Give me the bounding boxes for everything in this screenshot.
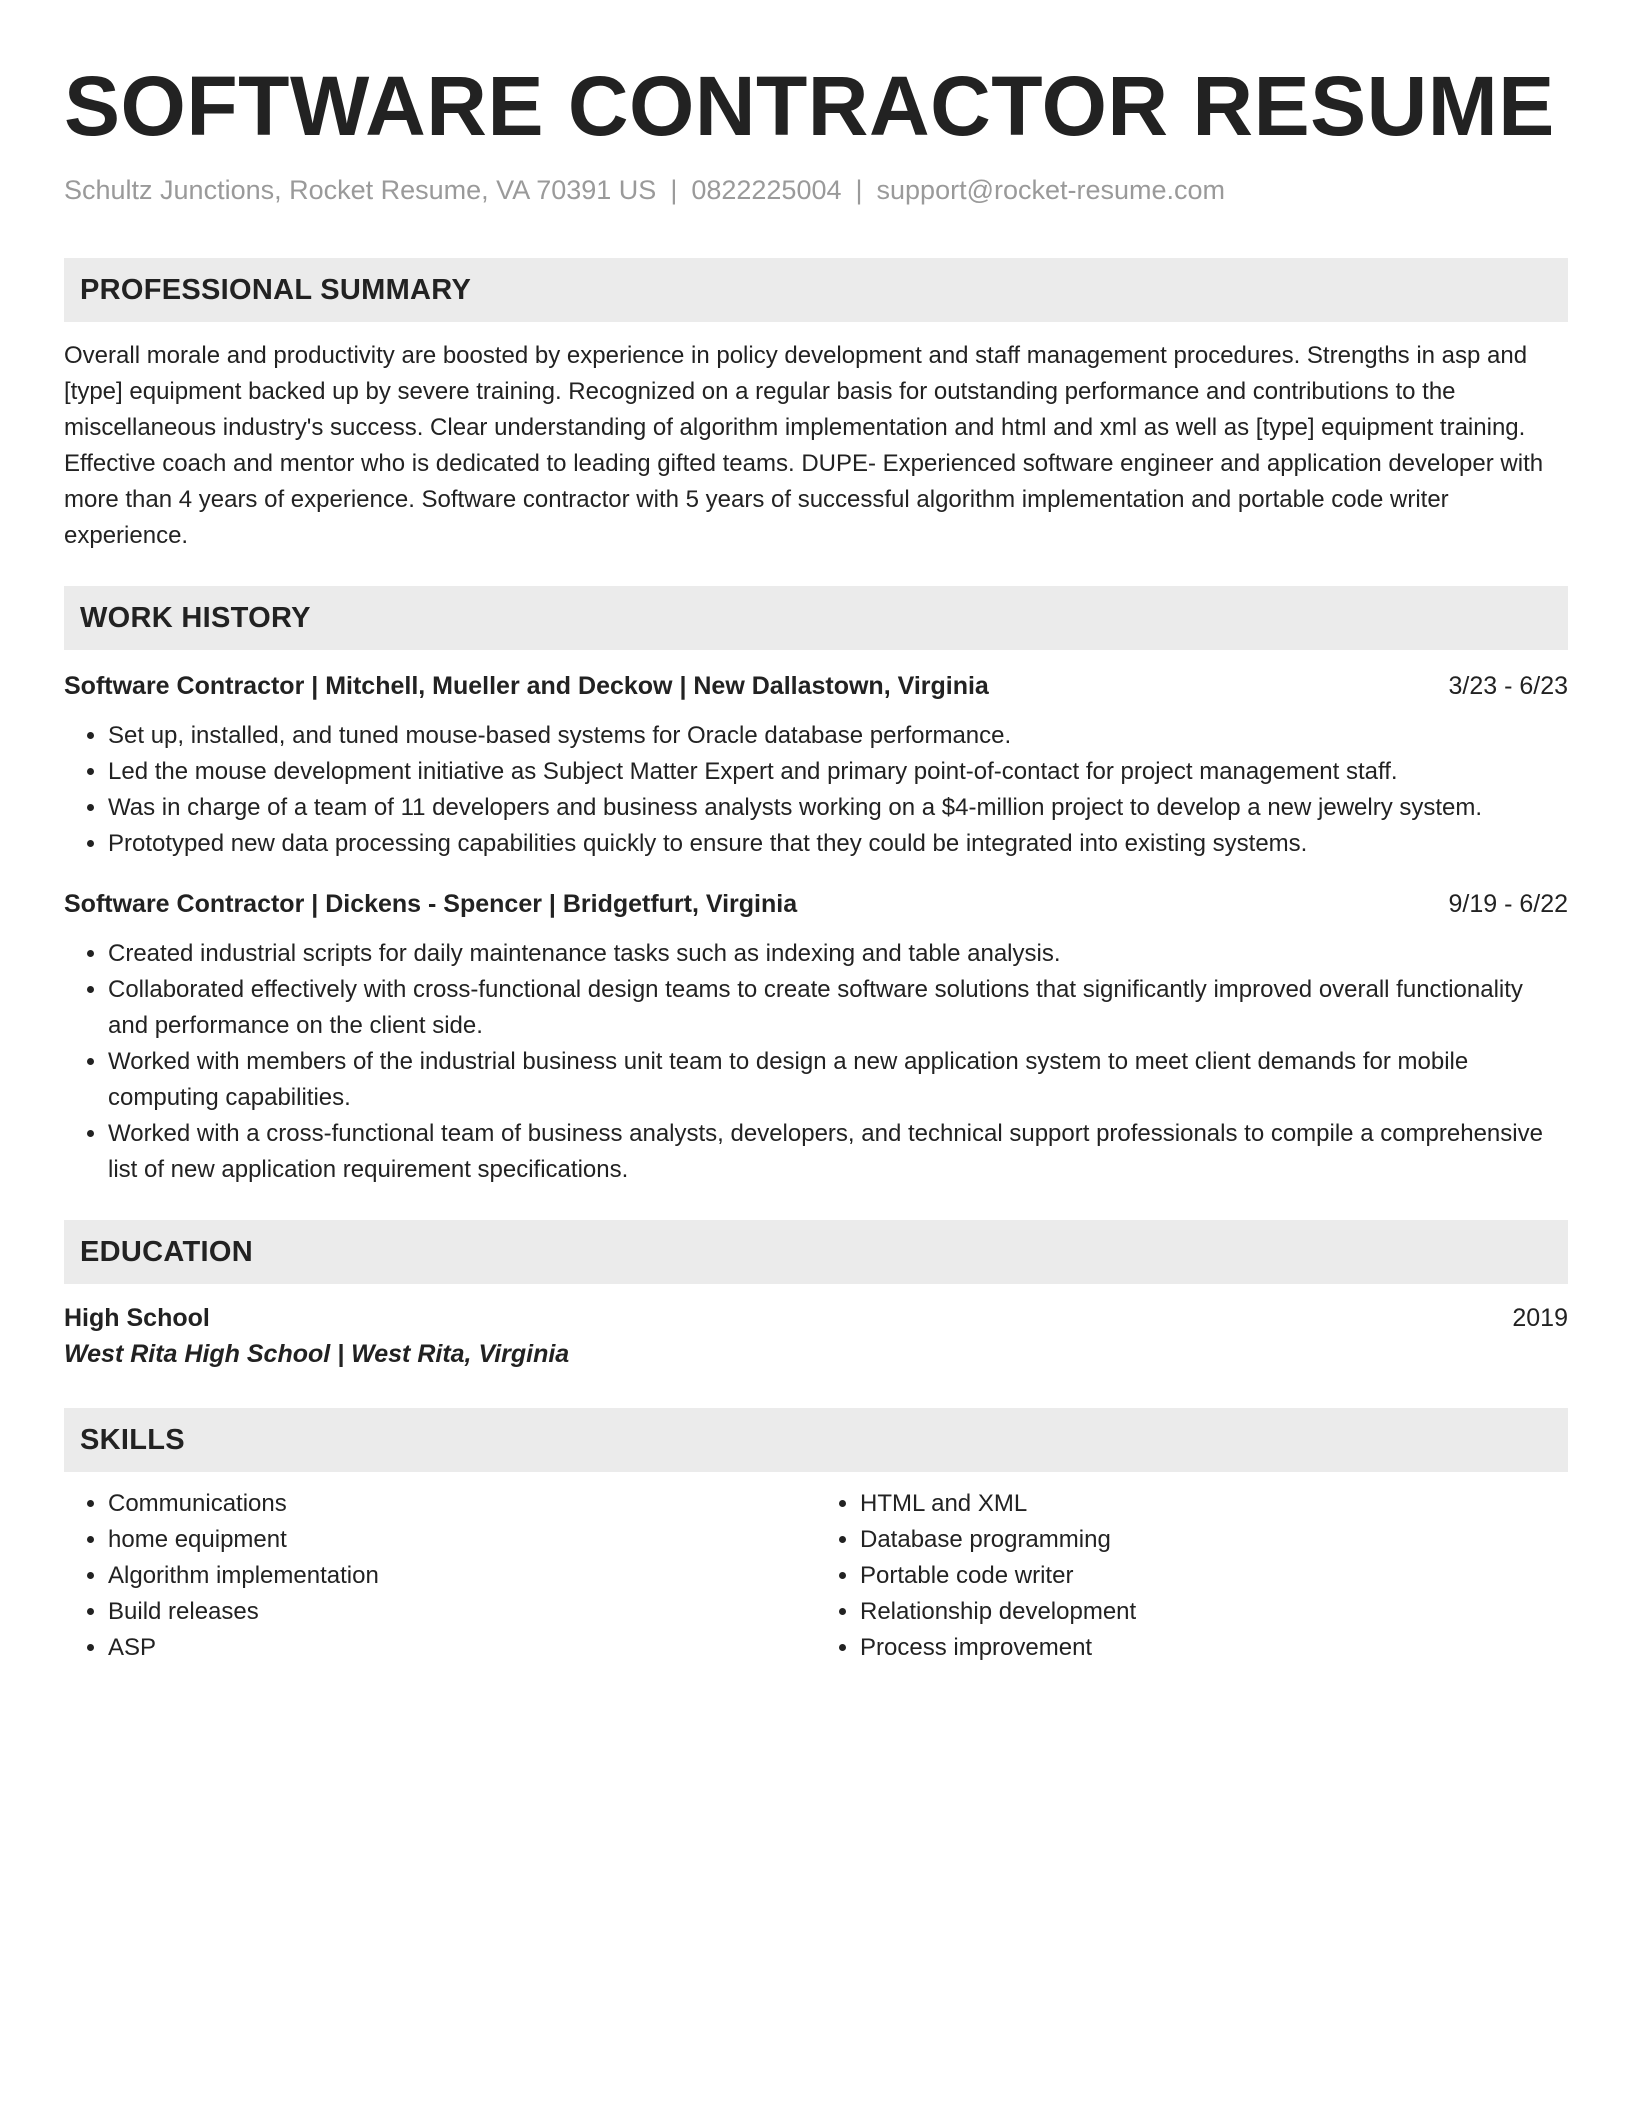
section-header-work-history: WORK HISTORY xyxy=(64,586,1568,650)
list-item: • Prototyped new data processing capabilities quickly to ensure that they could be integrated into existing systems. xyxy=(108,826,1568,862)
skill-item: • Communications xyxy=(108,1486,816,1522)
skill-item: • Algorithm implementation xyxy=(108,1558,816,1594)
section-header-skills: SKILLS xyxy=(64,1408,1568,1472)
contact-separator: | xyxy=(855,175,863,205)
skill-item: • HTML and XML xyxy=(860,1486,1568,1522)
skills-grid xyxy=(64,1486,1568,1666)
job-header xyxy=(64,886,1568,922)
skills-column-left xyxy=(64,1486,816,1666)
list-item: • Collaborated effectively with cross-functional design teams to create software solutions that significantly improved overall functionality and performance on the client side. xyxy=(108,972,1568,1044)
education-header xyxy=(64,1300,1568,1336)
list-item: • Was in charge of a team of 11 developers and business analysts working on a $4-million project to develop a new jewelry system. xyxy=(108,790,1568,826)
skill-item: • Database programming xyxy=(860,1522,1568,1558)
job-entry xyxy=(64,668,1568,862)
job-entry xyxy=(64,886,1568,1188)
section-header-education: EDUCATION xyxy=(64,1220,1568,1284)
job-dates: 3/23 - 6/23 xyxy=(1448,672,1568,700)
skills-list xyxy=(816,1486,1568,1666)
skill-item: • ASP xyxy=(108,1630,816,1666)
job-title: Software Contractor | Mitchell, Mueller and Deckow | New Dallastown, Virginia xyxy=(64,672,989,700)
education-school: West Rita High School | West Rita, Virginia xyxy=(64,1340,570,1368)
list-item: • Worked with a cross-functional team of business analysts, developers, and technical support professionals to compile a comprehensive list of new application requirement specifications. xyxy=(108,1116,1568,1188)
contact-phone: 0822225004 xyxy=(691,175,842,205)
job-bullets xyxy=(64,718,1568,862)
education-year: 2019 xyxy=(1512,1304,1568,1332)
list-item: • Worked with members of the industrial business unit team to design a new application system to meet client demands for mobile computing capabilities. xyxy=(108,1044,1568,1116)
job-bullets xyxy=(64,936,1568,1188)
skills-column-right xyxy=(816,1486,1568,1666)
skill-item: • home equipment xyxy=(108,1522,816,1558)
list-item: • Led the mouse development initiative as Subject Matter Expert and primary point-of-contact for project management staff. xyxy=(108,754,1568,790)
contact-address: Schultz Junctions, Rocket Resume, VA 70391 US xyxy=(64,175,657,205)
list-item: • Set up, installed, and tuned mouse-based systems for Oracle database performance. xyxy=(108,718,1568,754)
section-header-summary: PROFESSIONAL SUMMARY xyxy=(64,258,1568,322)
skill-item: • Build releases xyxy=(108,1594,816,1630)
education-degree: High School xyxy=(64,1304,210,1332)
contact-separator: | xyxy=(670,175,678,205)
job-header xyxy=(64,668,1568,704)
job-dates: 9/19 - 6/22 xyxy=(1448,890,1568,918)
list-item: • Created industrial scripts for daily maintenance tasks such as indexing and table analysis. xyxy=(108,936,1568,972)
skill-item: • Process improvement xyxy=(860,1630,1568,1666)
summary-text: Overall morale and productivity are boosted by experience in policy development and staff management procedures. Strengths in asp and [type] equipment backed up by severe training. Recognized on a regular basis for outstanding performance and contributions to the miscellaneous industry's success. Clear understanding of algorithm implementation and html and xml as well as [type] equipment training. Effective coach and mentor who is dedicated to leading gifted teams. DUPE- Experienced software engineer and application developer with more than 4 years of experience. Software contractor with 5 years of successful algorithm implementation and portable code writer experience. xyxy=(64,342,1544,549)
skill-item: • Relationship development xyxy=(860,1594,1568,1630)
contact-email: support@rocket-resume.com xyxy=(876,175,1226,205)
contact-line xyxy=(64,174,1568,206)
skill-item: • Portable code writer xyxy=(860,1558,1568,1594)
job-title: Software Contractor | Dickens - Spencer | Bridgetfurt, Virginia xyxy=(64,890,798,918)
page-title: SOFTWARE CONTRACTOR RESUME xyxy=(64,59,1555,153)
skills-list xyxy=(64,1486,816,1666)
education-entry xyxy=(64,1300,1568,1372)
